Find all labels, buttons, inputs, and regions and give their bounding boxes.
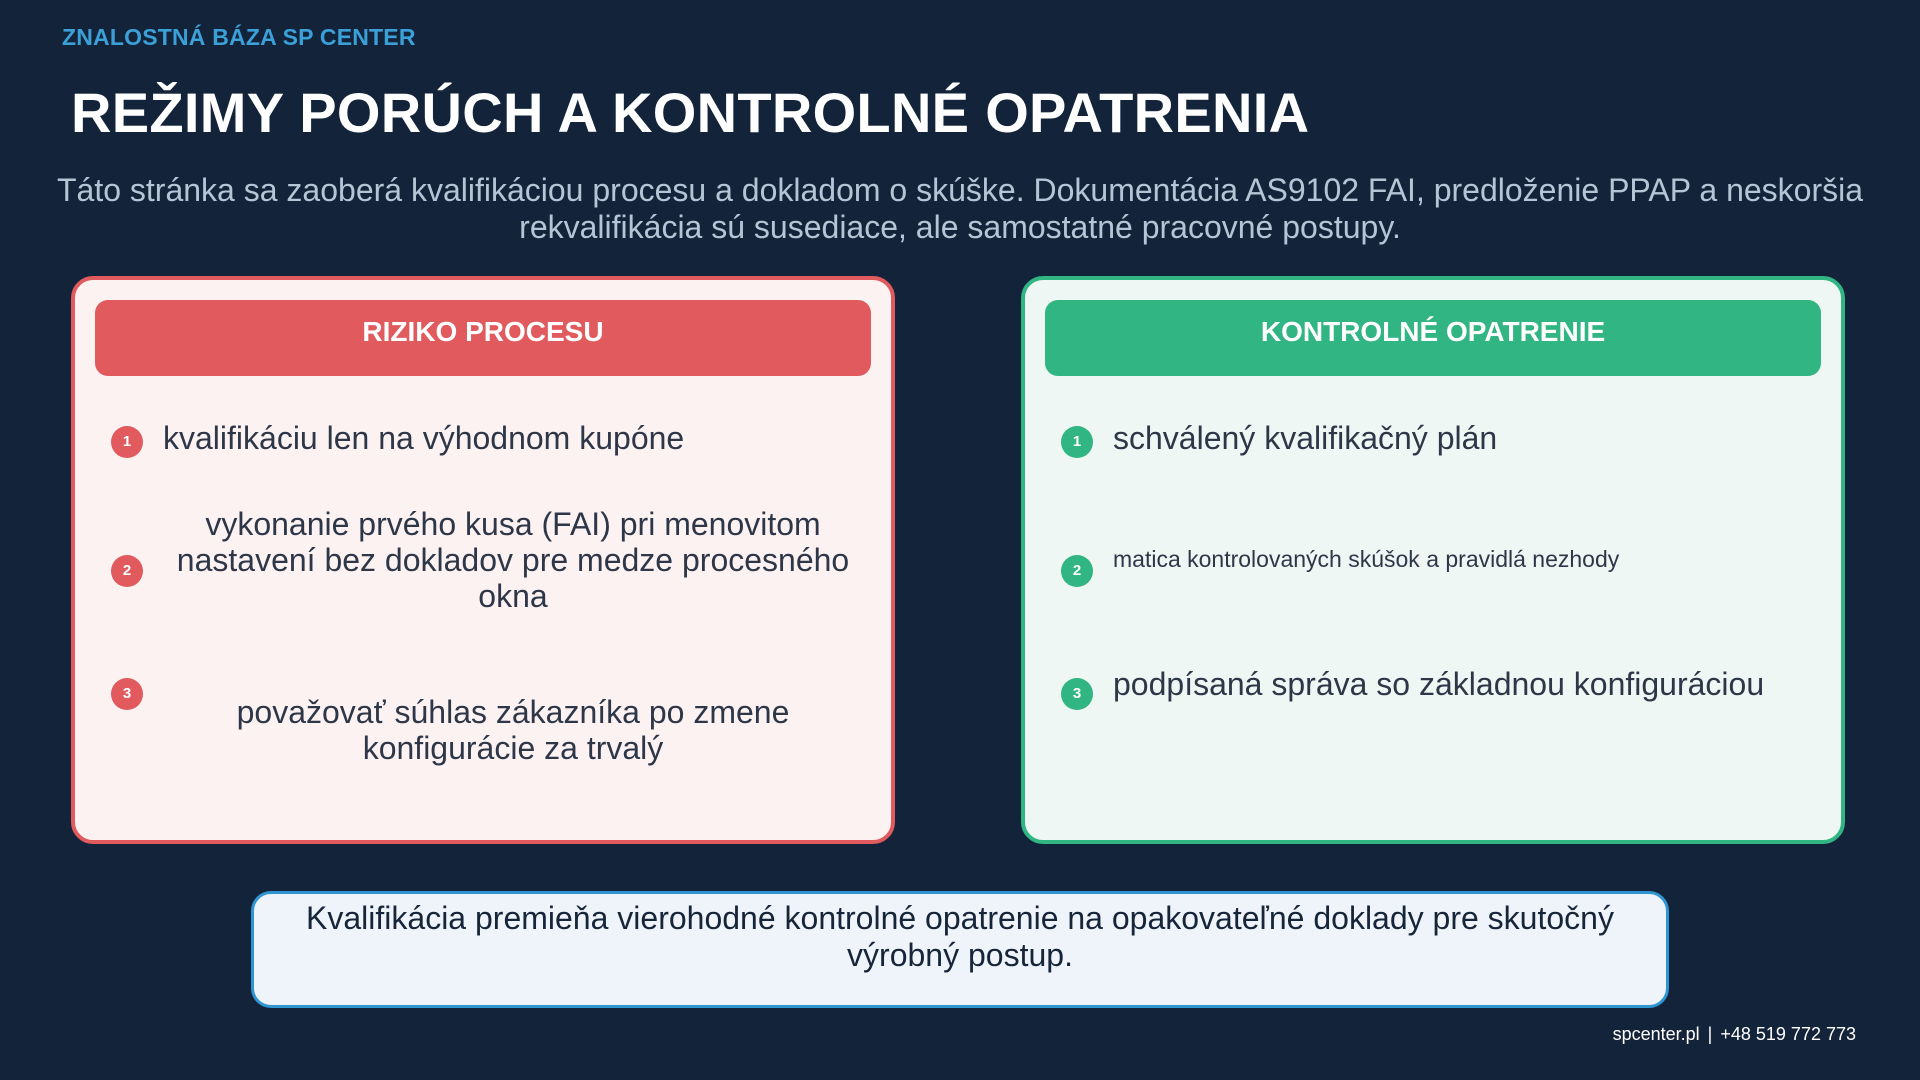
number-badge: 3 xyxy=(111,678,143,710)
control-panel-header: KONTROLNÉ OPATRENIE xyxy=(1045,300,1821,376)
footer-website: spcenter.pl xyxy=(1612,1024,1700,1044)
brand-label: ZNALOSTNÁ BÁZA SP CENTER xyxy=(62,24,416,50)
risk-item-text: vykonanie prvého kusa (FAI) pri menovitom nastavení bez dokladov pre medze procesného okna xyxy=(176,506,850,614)
footer-phone: +48 519 772 773 xyxy=(1720,1024,1856,1044)
risk-item-text: považovať súhlas zákazníka po zmene konfigurácie za trvalý xyxy=(236,694,790,766)
number-badge: 3 xyxy=(1061,678,1093,710)
control-item-text: schválený kvalifikačný plán xyxy=(1113,420,1498,456)
risk-panel xyxy=(71,276,895,844)
number-badge: 2 xyxy=(1061,555,1093,587)
number-badge: 2 xyxy=(111,555,143,587)
control-panel xyxy=(1021,276,1845,844)
page-subtitle: Táto stránka sa zaoberá kvalifikáciou procesu a dokladom o skúške. Dokumentácia AS9102 FAI, predloženie PPAP a neskoršia rekvalifikácia sú susediace, ale samostatné pracovné postupy. xyxy=(56,172,1864,245)
page-title: REŽIMY PORÚCH A KONTROLNÉ OPATRENIA xyxy=(71,81,1310,144)
risk-panel-header: RIZIKO PROCESU xyxy=(95,300,871,376)
footer-contact xyxy=(1613,1024,1856,1045)
control-item-text: matica kontrolovaných skúšok a pravidlá nezhody xyxy=(1113,546,1620,572)
risk-item-text: kvalifikáciu len na výhodnom kupóne xyxy=(163,420,685,456)
summary-box xyxy=(251,891,1669,1008)
number-badge: 1 xyxy=(1061,426,1093,458)
footer-separator: | xyxy=(1707,1024,1713,1044)
summary-text: Kvalifikácia premieňa vierohodné kontrolné opatrenie na opakovateľné doklady pre skutočný výrobný postup. xyxy=(306,900,1614,973)
number-badge: 1 xyxy=(111,426,143,458)
control-item-text: podpísaná správa so základnou konfiguráciou xyxy=(1113,666,1765,702)
